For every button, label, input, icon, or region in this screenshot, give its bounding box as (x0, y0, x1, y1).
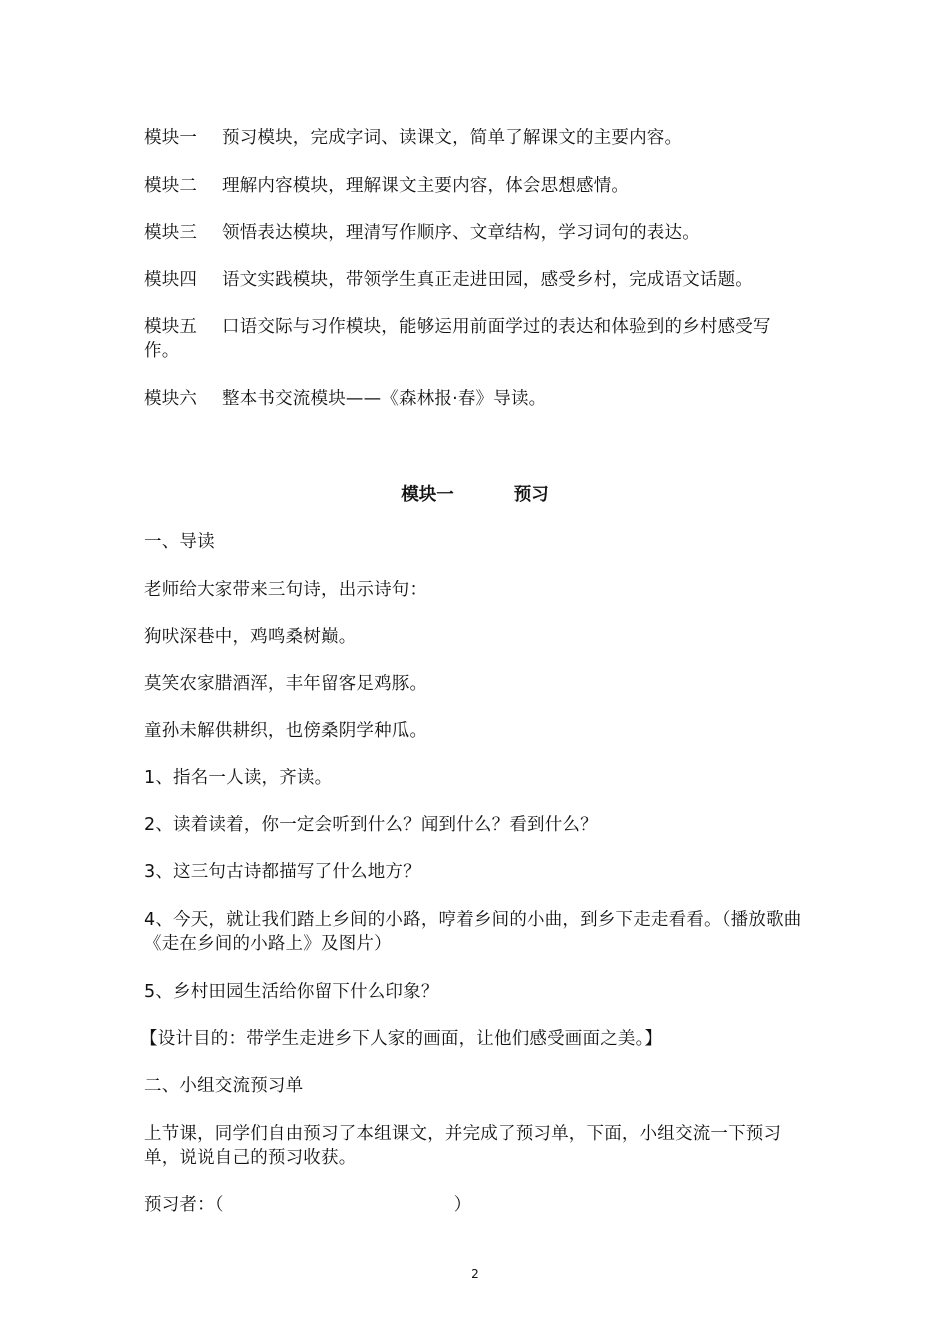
module-2-line (144, 174, 809, 198)
intro-text: 老师给大家带来三句诗，出示诗句： (144, 580, 428, 600)
section-title-left: 模块一 (401, 485, 454, 505)
module-text: 领悟表达模块，理清写作顺序、文章结构，学习词句的表达。 (222, 223, 700, 243)
question-2: 2、读着读着，你一定会听到什么？闻到什么？看到什么？ (144, 815, 598, 835)
module-1-line (144, 126, 809, 150)
poem-line-1: 狗吠深巷中，鸡鸣桑树巅。 (144, 627, 357, 647)
module-label: 模块三 (144, 223, 198, 243)
module-6-line (144, 387, 809, 411)
page-number: 2 (471, 1267, 479, 1281)
question-1: 1、指名一人读，齐读。 (144, 768, 333, 788)
heading-group-exchange: 二、小组交流预习单 (144, 1076, 304, 1096)
module-text: 口语交际与习作模块，能够运用前面学过的表达和体验到的乡村感受写作。 (144, 317, 771, 361)
question-4: 4、今天，就让我们踏上乡间的小路，哼着乡间的小曲，到乡下走走看看。（播放歌曲《走在乡间的小路上》及图片） (144, 910, 802, 954)
module-label: 模块四 (144, 270, 198, 290)
module-text: 预习模块，完成字词、读课文，简单了解课文的主要内容。 (222, 128, 683, 148)
poem-line-3: 童孙未解供耕织，也傍桑阴学种瓜。 (144, 721, 428, 741)
section-title (0, 483, 950, 507)
module-text: 语文实践模块，带领学生真正走进田园，感受乡村，完成语文话题。 (222, 270, 753, 290)
previewer-close: ） (453, 1195, 472, 1215)
module-label: 模块五 (144, 317, 198, 337)
module-label: 模块六 (144, 389, 198, 409)
module-label: 模块二 (144, 176, 198, 196)
module-text: 理解内容模块，理解课文主要内容，体会思想感情。 (222, 176, 630, 196)
heading-guide: 一、导读 (144, 532, 215, 552)
module-4-line (144, 268, 809, 292)
section-title-right: 预习 (513, 485, 549, 505)
module-5-line (144, 315, 804, 363)
module-text: 整本书交流模块——《森林报·春》导读。 (222, 389, 547, 409)
poem-line-2: 莫笑农家腊酒浑，丰年留客足鸡豚。 (144, 674, 428, 694)
question-3: 3、这三句古诗都描写了什么地方？ (144, 862, 421, 882)
exchange-paragraph: 上节课，同学们自由预习了本组课文，并完成了预习单，下面，小组交流一下预习单，说说自己的预习收获。 (144, 1124, 782, 1168)
design-purpose: 【设计目的：带学生走进乡下人家的画面，让他们感受画面之美。】 (140, 1029, 663, 1049)
module-label: 模块一 (144, 128, 198, 148)
previewer-line (144, 1193, 809, 1217)
question-5: 5、乡村田园生活给你留下什么印象？ (144, 982, 439, 1002)
previewer-label: 预习者：（ (144, 1195, 224, 1215)
module-3-line (144, 221, 809, 245)
